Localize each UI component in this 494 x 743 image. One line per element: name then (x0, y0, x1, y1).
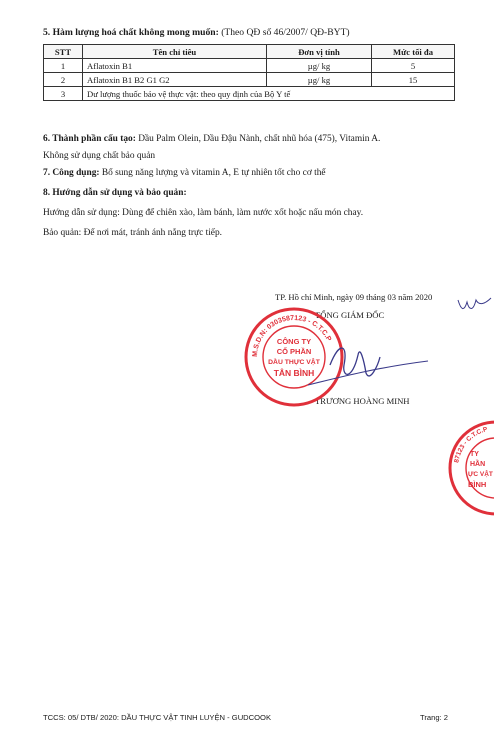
cell-name: Aflatoxin B1 (83, 59, 267, 73)
initial-signature-icon (455, 288, 494, 318)
partial-stamp-line-1: TY (470, 451, 479, 458)
cell-max: 5 (372, 59, 455, 73)
stamp-line-4: TÂN BÌNH (273, 368, 315, 378)
table-row (44, 73, 455, 87)
header-unit: Đơn vị tính (267, 45, 372, 59)
partial-stamp-icon (446, 420, 494, 516)
partial-stamp-line-3: ỰC VẬT (468, 471, 493, 478)
signature-icon (300, 335, 430, 395)
footer-page-number: Trang: 2 (420, 713, 448, 722)
place-date: TP. Hồ chí Minh, ngày 09 tháng 03 năm 2020 (275, 292, 433, 302)
stamp-ring-text: M.S.D.N: 0303587123 - C.T.C.P (251, 314, 333, 358)
section-7-paragraph (43, 168, 326, 178)
partial-stamp-ring-text: 87123 - C.T.C.P (453, 426, 489, 464)
section-6-paragraph (43, 134, 380, 144)
section-8-usage: Hướng dẫn sử dụng: Dùng để chiên xào, làm bánh, làm nước xốt hoặc nấu món chay. (43, 208, 364, 218)
contaminant-limits-table (43, 44, 455, 101)
section-8-storage: Bảo quản: Để nơi mát, tránh ánh nắng trực tiếp. (43, 228, 222, 238)
stamp-line-1: CÔNG TY (276, 337, 312, 346)
cell-name: Dư lượng thuốc bảo vệ thực vật: theo quy định của Bộ Y tế (83, 87, 455, 101)
cell-stt: 2 (44, 73, 83, 87)
cell-unit: µg/ kg (267, 73, 372, 87)
cell-stt: 1 (44, 59, 83, 73)
partial-stamp-line-2: HẦN (470, 461, 486, 468)
section-6-line-2: Không sử dụng chất bảo quản (43, 151, 156, 161)
stamp-line-3: DẦU THỰC VẬT (268, 359, 320, 366)
table-header-row (44, 45, 455, 59)
section-6-label: 6. Thành phần cấu tạo: (43, 134, 136, 144)
cell-unit: µg/ kg (267, 59, 372, 73)
section-6-text: Dầu Palm Olein, Dầu Đậu Nành, chất nhũ hóa (475), Vitamin A. (135, 134, 381, 144)
section-8-heading (43, 188, 187, 198)
header-stt: STT (44, 45, 83, 59)
cell-name: Aflatoxin B1 B2 G1 G2 (83, 73, 267, 87)
section-5-label: 5. Hàm lượng hoá chất không mong muốn: (43, 27, 219, 38)
signer-title: TỔNG GIÁM ĐỐC (315, 310, 385, 320)
header-name: Tên chỉ tiêu (83, 45, 267, 59)
header-max: Mức tối đa (372, 45, 455, 59)
cell-stt: 3 (44, 87, 83, 101)
section-8-label: 8. Hướng dẫn sử dụng và bảo quản: (43, 188, 187, 198)
section-5-reference: (Theo QĐ số 46/2007/ QĐ-BYT) (218, 27, 350, 38)
section-7-label: 7. Công dụng: (43, 168, 100, 178)
section-5-heading (43, 27, 350, 38)
signer-name: TRƯƠNG HOÀNG MINH (315, 396, 410, 406)
section-7-text: Bổ sung năng lượng và vitamin A, E tự nhiên tốt cho cơ thể (99, 168, 326, 178)
cell-max: 15 (372, 73, 455, 87)
table-row (44, 87, 455, 101)
partial-stamp-line-4: BÌNH (468, 480, 487, 489)
footer-document-code: TCCS: 05/ DTB/ 2020: DẦU THỰC VẬT TINH LUYỆN - GUDCOOK (43, 713, 272, 722)
table-row (44, 59, 455, 73)
stamp-line-2: CỔ PHẦN (276, 347, 312, 356)
